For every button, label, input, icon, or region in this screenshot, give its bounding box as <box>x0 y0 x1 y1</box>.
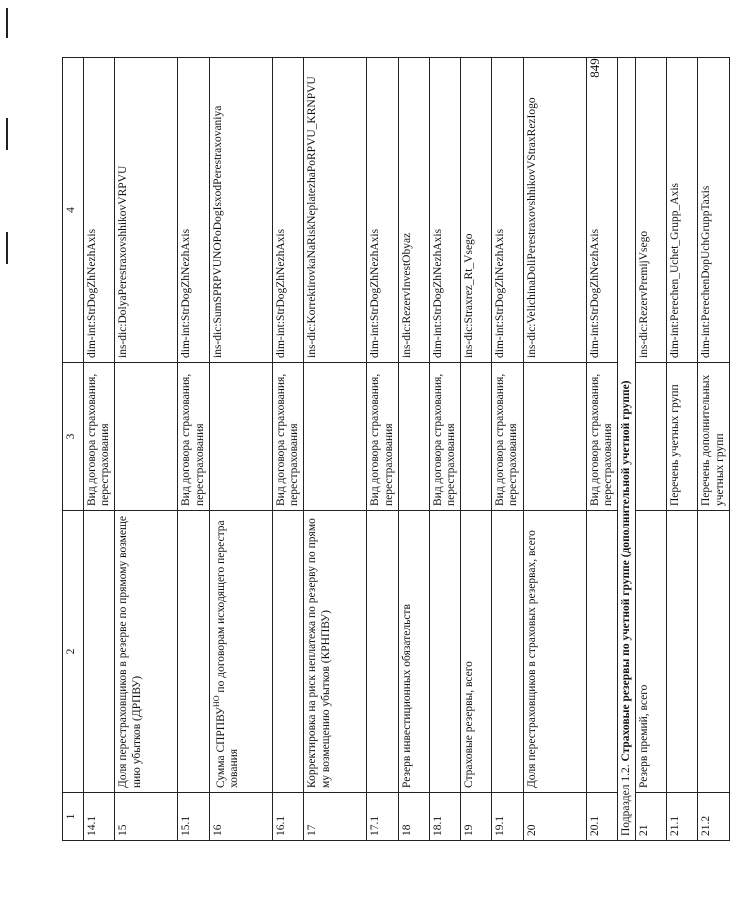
row-number-cell: 17.1 <box>367 793 398 841</box>
row-number-cell: 19.1 <box>492 793 523 841</box>
row-number-cell: 14.1 <box>84 793 115 841</box>
section-row <box>618 58 636 841</box>
dimension-cell: Перечень учетных групп <box>667 363 698 511</box>
row-number-cell: 18.1 <box>429 793 460 841</box>
indicator-name-cell: Резерв инвестиционных обязательств <box>398 511 429 793</box>
row-number-cell: 18 <box>398 793 429 841</box>
row-number-cell: 21.1 <box>667 793 698 841</box>
dimension-cell: Вид договора страхования, перестрахования <box>367 363 398 511</box>
element-code-cell: dim-int:StrDogZhNezhAxis <box>429 58 460 363</box>
dimension-cell <box>398 363 429 511</box>
element-code-cell: dim-int:StrDogZhNezhAxis <box>84 58 115 363</box>
table-row <box>461 58 492 841</box>
table-row <box>272 58 303 841</box>
indicator-name-text: Сумма СПРПВУ <box>214 707 227 788</box>
element-code-cell: ins-dic:VelichinaDoliPerestraxovshhikovVStraxRezIogo <box>523 58 586 363</box>
element-code-cell: dim-int:StrDogZhNezhAxis <box>367 58 398 363</box>
dimension-cell <box>523 363 586 511</box>
row-number-cell: 20.1 <box>586 793 617 841</box>
row-number-cell: 21.2 <box>698 793 729 841</box>
header-row <box>63 58 84 841</box>
dimension-cell <box>461 363 492 511</box>
element-code-cell: dim-int:StrDogZhNezhAxis <box>272 58 303 363</box>
scan-mark <box>6 8 8 38</box>
element-code-cell: ins-dic:Straxrez_Rt_Vsego <box>461 58 492 363</box>
row-number-cell: 16.1 <box>272 793 303 841</box>
indicator-name-cell <box>429 511 460 793</box>
table-row <box>636 58 667 841</box>
indicator-name-cell: Доля перестраховщиков в страховых резервах, всего <box>523 511 586 793</box>
scan-mark <box>6 232 8 264</box>
row-number-cell: 17 <box>304 793 367 841</box>
indicator-name-cell <box>492 511 523 793</box>
dimension-cell: Вид договора страхования, перестрахования <box>272 363 303 511</box>
indicator-name-cell: Страховые резервы, всего <box>461 511 492 793</box>
element-code-cell: dim-int:StrDogZhNezhAxis <box>586 58 617 363</box>
page-number: 849 <box>586 58 602 78</box>
table-row <box>586 58 617 841</box>
table-row <box>367 58 398 841</box>
row-number-cell: 19 <box>461 793 492 841</box>
dimension-cell <box>209 363 272 511</box>
header-cell: 1 <box>63 793 84 841</box>
element-code-cell: ins-dic:DolyaPerestraxovshhikovVRPVU <box>115 58 178 363</box>
indicator-name-cell: Доля перестраховщиков в резерве по прямому возмещению убытков (ДРПВУ) <box>115 511 178 793</box>
indicator-name-superscript: НО <box>211 695 221 707</box>
dimension-cell <box>304 363 367 511</box>
header-cell: 2 <box>63 511 84 793</box>
row-number-cell: 21 <box>636 793 667 841</box>
table-row <box>209 58 272 841</box>
row-number-cell: 15.1 <box>178 793 209 841</box>
row-number-cell: 15 <box>115 793 178 841</box>
table-row <box>492 58 523 841</box>
element-code-cell: dim-int:Perechen_Uchet_Grupp_Axis <box>667 58 698 363</box>
reserves-table <box>62 57 730 841</box>
table-row <box>84 58 115 841</box>
table-row <box>523 58 586 841</box>
dimension-cell: Вид договора страхования, перестрахования <box>84 363 115 511</box>
dimension-cell <box>636 363 667 511</box>
indicator-name-cell <box>178 511 209 793</box>
element-code-cell: dim-int:StrDogZhNezhAxis <box>178 58 209 363</box>
dimension-cell: Вид договора страхования, перестрахования <box>586 363 617 511</box>
indicator-name-cell: Корректировка на риск неплатежа по резерву по прямому возмещению убытков (КРНПВУ) <box>304 511 367 793</box>
element-code-cell: ins-dic:SumSPRPVUNOPoDogIsxodPerestraxovaniya <box>209 58 272 363</box>
row-number-cell: 20 <box>523 793 586 841</box>
header-cell: 3 <box>63 363 84 511</box>
table-row <box>115 58 178 841</box>
indicator-name-cell <box>698 511 729 793</box>
indicator-name-cell: Резерв премий, всего <box>636 511 667 793</box>
indicator-name-cell <box>667 511 698 793</box>
indicator-name-cell <box>84 511 115 793</box>
dimension-cell: Вид договора страхования, перестрахования <box>178 363 209 511</box>
header-cell: 4 <box>63 58 84 363</box>
table-row <box>429 58 460 841</box>
element-code-cell: ins-dic:KorrektirovkaNaRiskNeplatezhaPoRPVU_KRNPVU <box>304 58 367 363</box>
indicator-name-cell <box>586 511 617 793</box>
table-row <box>178 58 209 841</box>
element-code-cell: dim-int:PerechenDopUchGruppTaxis <box>698 58 729 363</box>
element-code-cell: ins-dic:RezervInvestObyaz <box>398 58 429 363</box>
section-heading <box>618 58 636 841</box>
section-title: Страховые резервы по учетной группе (дополнительной учетной группе) <box>620 380 633 762</box>
row-number-cell: 16 <box>209 793 272 841</box>
table-row <box>667 58 698 841</box>
scan-mark <box>6 118 8 150</box>
dimension-cell <box>115 363 178 511</box>
table-row <box>304 58 367 841</box>
table-row <box>698 58 729 841</box>
indicator-name-cell <box>272 511 303 793</box>
table-row <box>398 58 429 841</box>
section-prefix: Подраздел 1.2. <box>620 761 633 836</box>
dimension-cell: Перечень дополнительных учетных групп <box>698 363 729 511</box>
element-code-cell: ins-dic:RezervPremijVsego <box>636 58 667 363</box>
indicator-name-cell <box>209 511 272 793</box>
indicator-name-tail: по договорам исходящего перестрахования <box>214 520 240 788</box>
dimension-cell: Вид договора страхования, перестрахования <box>492 363 523 511</box>
dimension-cell: Вид договора страхования, перестрахования <box>429 363 460 511</box>
indicator-name-cell <box>367 511 398 793</box>
element-code-cell: dim-int:StrDogZhNezhAxis <box>492 58 523 363</box>
